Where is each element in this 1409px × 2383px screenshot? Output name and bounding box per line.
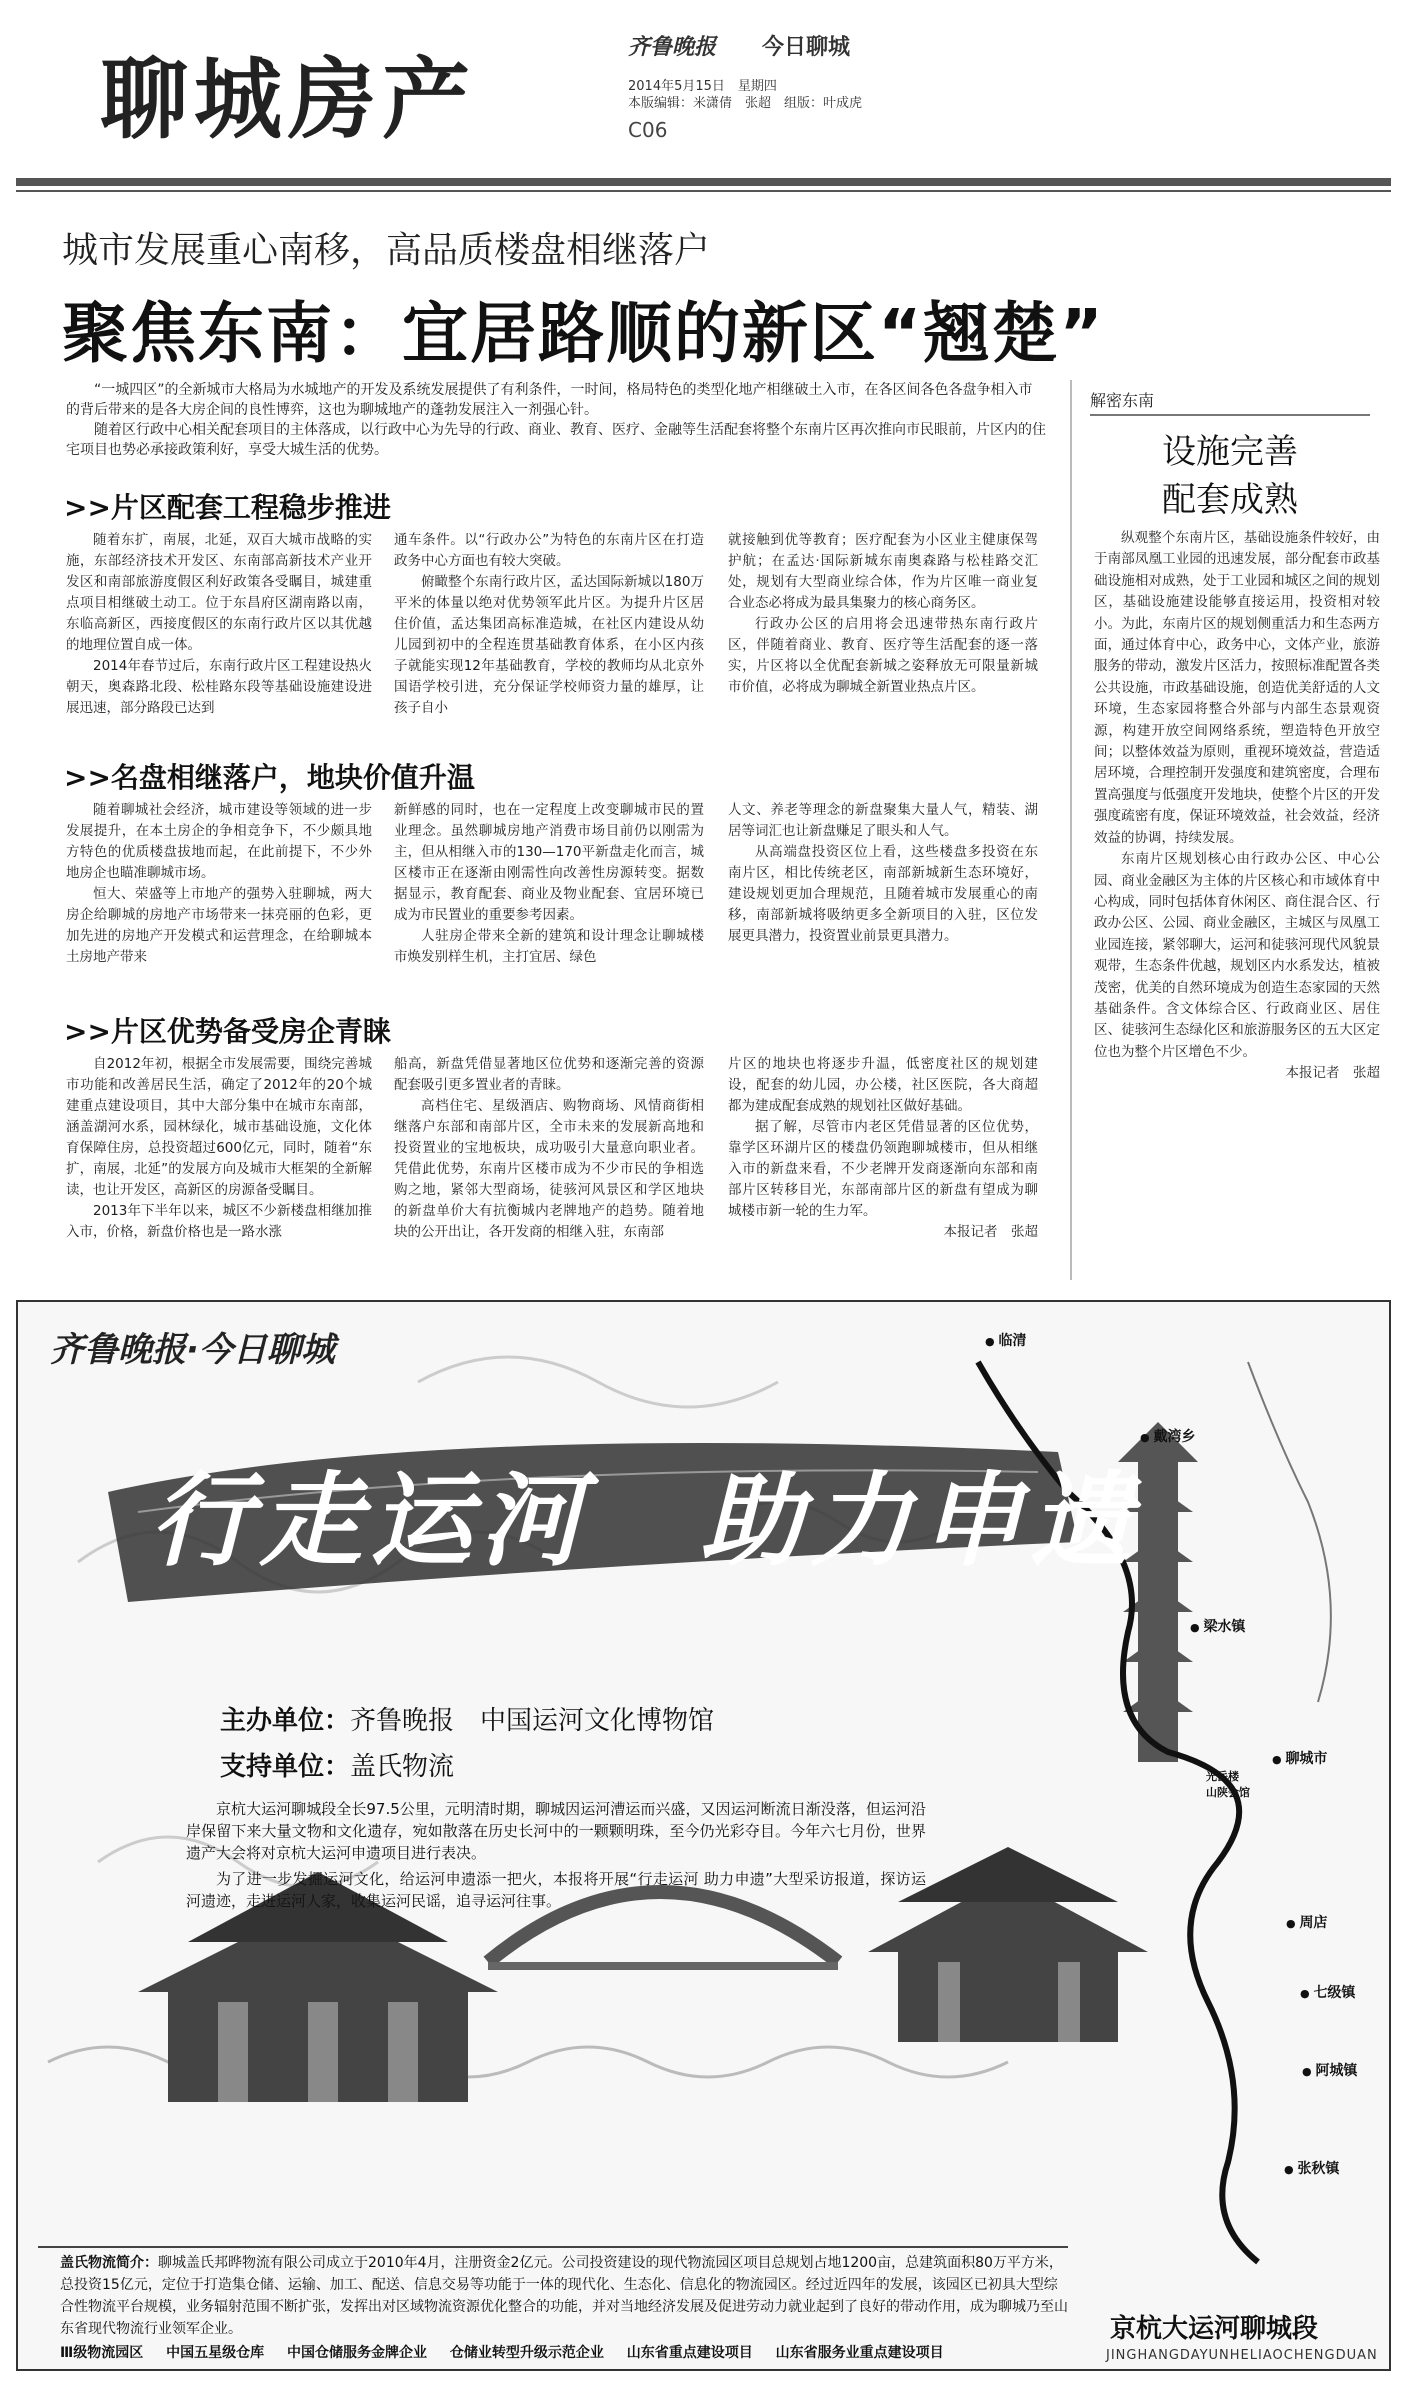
sponsor-intro-text: 聊城盖氏邦晔物流有限公司成立于2010年4月，注册资金2亿元。公司投资建设的现代物流园区项目总规划占地1200亩，总建筑面积80万平方米，总投资15亿元，定位于打造集仓储、运输、加工、配送、信息交易等功能于一体的现代化、生态化、信息化的物流园区。经过近四年的发展，该园区已初具大型综合性物流平台规模，业务辐射范围不断扩张，发挥出对区域物流资源优化整合的功能，并对当地经济发展及促进劳动力就业起到了良好的带动作用，成为聊城乃至山东省现代物流行业领军企业。	[60, 2255, 1068, 2337]
map-site-shanshan: 山陕会馆	[1206, 1786, 1250, 1799]
article-byline: 本报记者 张超	[943, 1224, 1038, 1240]
paragraph: 片区的地块也将逐步升温，低密度社区的规划建设，配套的幼儿园，办公楼，社区医院，各大商超都为建成配套成熟的规划社区做好基础。	[728, 1056, 1038, 1114]
paragraph: 高档住宅、星级酒店、购物商场、风情商街相继落户东部和南部片区，全市未来的发展新高地和投资置业的宝地板块，成功吸引大量意向职业者。凭借此优势，东南片区楼市成为不少市民的争相选购之地，紧邻大型商场，徒骇河风景区和学区地块的新盘单价大有抗衡城内老牌地产的趋势。随着地块的公开出让，各开发商的相继入驻，东南部	[394, 1098, 704, 1240]
issue-editors: 本版编辑：米潇倩 张超 组版：叶成虎	[628, 96, 863, 111]
sponsor-intro	[60, 2252, 1070, 2340]
paragraph: 2013年下半年以来，城区不少新楼盘相继加推入市，价格，新盘价格也是一路水涨	[66, 1203, 372, 1240]
sponsor-honors	[60, 2342, 1070, 2362]
paragraph: 随着东扩，南展，北延，双百大城市战略的实施，东部经济技术开发区、东南部高新技术产业开发区和南部旅游度假区利好政策各受瞩目，城建重点项目相继破土动工。位于东昌府区湖南路以南，东临高新区，西接度假区的东南行政片区以其优越的地理位置自成一体。	[66, 532, 372, 653]
ad-body	[186, 1798, 926, 1916]
sidebar-paragraph: 纵观整个东南片区，基础设施条件较好，由于南部凤凰工业园的迅速发展，部分配套市政基础设施相对成熟，处于工业园和城区之间的规划区，基础设施建设能够直接运用，投资相对较小。为此，东南片区的规划侧重活力和生态两方面，通过体育中心，政务中心，文体产业，旅游服务的带动，激发片区活力，按照标准配置各类公共设施，市政基础设施，创造优美舒适的人文环境，生态家园将整合外部与内部生态景观资源，构建开放空间网络系统，塑造特色开放空间；以整体效益为原则，重视环境效益，营造适居环境，合理控制开发强度和建筑密度，合理布置高强度与低强度开发地块，使整个片区的开发强度疏密有度，保证环境效益，社会效益，经济效益的协调，持续发展。	[1094, 530, 1380, 846]
support-value: 盖氏物流	[350, 1752, 455, 1782]
paragraph: 就接触到优等教育；医疗配套为小区业主健康保驾护航；在孟达·国际新城东南奥森路与松桂路交汇处，规划有大型商业综合体，作为片区唯一商业复合业态必将成为最具集聚力的核心商务区。	[728, 532, 1038, 611]
paragraph: 人驻房企带来全新的建筑和设计理念让聊城楼市焕发别样生机，主打宜居、绿色	[394, 928, 704, 965]
brand-sub-text: 今日聊城	[762, 35, 851, 60]
paragraph: 船高，新盘凭借显著地区位优势和逐渐完善的资源配套吸引更多置业者的青睐。	[394, 1056, 704, 1093]
sidebar-tag: 解密东南	[1090, 388, 1370, 416]
honor-item: 中国仓储服务金牌企业	[286, 2345, 427, 2361]
paragraph: 2014年春节过后，东南行政片区工程建设热火朝天，奥森路北段、松桂路东段等基础设施建设进展迅速，部分路段已达到	[66, 658, 372, 716]
honor-item: Ⅲ级物流园区	[60, 2345, 144, 2361]
masthead-rule-thin	[16, 190, 1391, 192]
paragraph: 恒大、荣盛等上市地产的强势入驻聊城，两大房企给聊城的房地产市场带来一抹亮丽的色彩，更加先进的房地产开发模式和运营理念，在给聊城本土房地产带来	[66, 886, 372, 965]
sidebar-body	[1094, 528, 1380, 1085]
paragraph: 通车条件。以“行政办公”为特色的东南片区在打造政务中心方面也有较大突破。	[394, 532, 704, 569]
article-lead	[66, 380, 1046, 460]
map-town-liaocheng: ● 聊城市	[1272, 1751, 1328, 1767]
sponsor-intro-label: 盖氏物流简介：	[60, 2255, 158, 2271]
map-site-guangyue: 光岳楼	[1206, 1770, 1239, 1783]
article-subheadline: 城市发展重心南移，高品质楼盘相继落户	[62, 230, 711, 271]
honor-item: 山东省重点建设项目	[626, 2345, 753, 2361]
article-column	[66, 530, 372, 719]
paragraph: 据了解，尽管市内老区凭借显著的区位优势，靠学区环湖片区的楼盘仍领跑聊城楼市，但从相继入市的新盘来看，不少老牌开发商逐渐向东部和南部片区转移目光，东部南部片区的新盘有望成为聊城楼市新一轮的生力军。	[728, 1119, 1038, 1219]
article-column	[394, 800, 704, 968]
paragraph: 行政办公区的启用将会迅速带热东南行政片区，伴随着商业、教育、医疗等生活配套的逐一落实，片区将以全优配套新城之姿释放无可限量新城市价值，必将成为聊城全新置业热点片区。	[728, 616, 1038, 695]
masthead-rule	[16, 178, 1391, 186]
article-column	[394, 530, 704, 719]
sidebar-title-line: 配套成熟	[1162, 480, 1298, 520]
issue-date: 2014年5月15日 星期四	[628, 79, 777, 94]
map-town-acheng: ● 阿城镇	[1302, 2063, 1358, 2079]
section-title: >>片区配套工程稳步推进	[64, 491, 391, 524]
ad-paragraph: 京杭大运河聊城段全长97.5公里，元明清时期，聊城因运河漕运而兴盛，又因运河断流日渐没落，但运河沿岸保留下来大量文物和文化遗存，宛如散落在历史长河中的一颗颗明珠，至今仍光彩夺目。今年六七月份，世界遗产大会将对京杭大运河申遗项目进行表决。	[186, 1800, 926, 1862]
map-town-zhangqiu: ● 张秋镇	[1284, 2161, 1340, 2177]
ad-brand: 齐鲁晚报·今日聊城	[50, 1330, 335, 1370]
map-town-linqing: ● 临清	[985, 1333, 1027, 1349]
section-title: >>片区优势备受房企青睐	[64, 1015, 391, 1048]
support-label: 支持单位：	[220, 1752, 351, 1782]
map-town-qiji: ● 七级镇	[1300, 1985, 1356, 2001]
sidebar-title	[1100, 428, 1360, 524]
article-column	[728, 530, 1038, 698]
map-title: 京杭大运河聊城段	[1110, 2314, 1319, 2344]
ad-paragraph: 为了进一步发掘运河文化，给运河申遗添一把火，本报将开展“行走运河 助力申遗”大型采访报道，探访运河遗迹，走进运河人家，收集运河民谣，追寻运河往事。	[186, 1870, 926, 1910]
masthead-title: 聊城房产	[100, 48, 477, 151]
host-label: 主办单位：	[220, 1706, 351, 1736]
sidebar-byline: 本报记者 张超	[1285, 1065, 1380, 1082]
paragraph: 随着聊城社会经济，城市建设等领域的进一步发展提升，在本土房企的争相竞争下，不少颇具地方特色的优质楼盘拔地而起，在此前提下，不少外地房企也瞄准聊城市场。	[66, 802, 372, 881]
article-column	[394, 1054, 704, 1243]
paragraph: 自2012年初，根据全市发展需要，围绕完善城市功能和改善居民生活，确定了2012年的20个城建重点建设项目，其中大部分集中在城市东南部，涵盖湖河水系，园林绿化，城市基础设施，文化体育保障住房，总投资超过600亿元，同时，随着“东扩，南展，北延”的发展方向及城市大框架的全新解读，也让开发区，高新区的房源备受瞩目。	[66, 1056, 372, 1198]
map-town-zhoudian: ● 周店	[1286, 1915, 1328, 1931]
map-town-liangshui: ● 梁水镇	[1190, 1619, 1246, 1635]
article-column	[728, 800, 1038, 947]
page-number: C06	[628, 118, 668, 142]
lead-paragraph: “一城四区”的全新城市大格局为水城地产的开发及系统发展提供了有利条件，一时间，格局特色的类型化地产相继破土入市，在各区间各色各盘争相入市的背后带来的是各大房企间的良性博弈，这也为聊城地产的蓬勃发展注入一剂强心针。	[66, 382, 1033, 418]
article-headline: 聚焦东南：宜居路顺的新区“翘楚”	[62, 295, 1105, 372]
brand-logo-text: 齐鲁晚报	[628, 35, 717, 60]
article-column	[728, 1054, 1038, 1243]
lead-paragraph: 随着区行政中心相关配套项目的主体落成，以行政中心为先导的行政、商业、教育、医疗、金融等生活配套将整个东南片区再次推向市民眼前，片区内的住宅项目也势必承接政策利好，享受大城生活的优势。	[66, 422, 1046, 458]
honor-item: 仓储业转型升级示范企业	[449, 2345, 604, 2361]
issue-meta	[628, 78, 862, 112]
honor-item: 中国五星级仓库	[166, 2345, 265, 2361]
map-title-en: JINGHANGDAYUNHELIAOCHENGDUAN	[1106, 2348, 1378, 2363]
host-value: 齐鲁晚报 中国运河文化博物馆	[350, 1706, 715, 1736]
section-title: >>名盘相继落户，地块价值升温	[64, 761, 475, 794]
honor-item: 山东省服务业重点建设项目	[775, 2345, 944, 2361]
map-town-daiwan: ● 戴湾乡	[1140, 1429, 1196, 1445]
paragraph: 俯瞰整个东南行政片区，孟达国际新城以180万平米的体量以绝对优势领军此片区。为提升片区居住价值，孟达集团高标准造城，在社区内建设从幼儿园到初中的全程连贯基础教育体系，在小区内孩子就能实现12年基础教育，学校的教师均从北京外国语学校引进，充分保证学校师资力量的雄厚，让孩子自小	[394, 574, 704, 716]
sidebar-divider	[1070, 380, 1072, 1280]
paragraph: 从高端盘投资区位上看，这些楼盘多投资在东南片区，相比传统老区，南部新城新生态环境好，建设规划更加合理规范，且随着城市发展重心的南移，南部新城将吸纳更多全新项目的入驻，区位发展更具潜力，投资置业前景更具潜力。	[728, 844, 1038, 944]
article-column	[66, 800, 372, 968]
paragraph: 人文、养老等理念的新盘聚集大量人气，精装、湖居等词汇也让新盘赚足了眼头和人气。	[728, 802, 1038, 839]
sidebar-title-line: 设施完善	[1162, 432, 1298, 472]
ad-slogan: 行走运河 助力申遗	[150, 1462, 1140, 1581]
sidebar-paragraph: 东南片区规划核心由行政办公区、中心公园、商业金融区为主体的片区核心和市域体育中心构成，同时包括体育休闲区、商住混合区、行政办公区、公园、商业金融区，主城区与凤凰工业园连接，紧邻聊大，运河和徒骇河现代风貌景观带，生态条件优越，规划区内水系发达，植被茂密，优美的自然环境成为创造生态家园的天然基础条件。含文体综合区、行政商业区、居住区、徒骇河生态绿化区和旅游服务区的五大区定位也为整个片区增色不少。	[1094, 851, 1380, 1060]
paragraph: 新鲜感的同时，也在一定程度上改变聊城市民的置业理念。虽然聊城房地产消费市场目前仍以刚需为主，但从相继入市的130—170平新盘走化而言，城区楼市正在逐渐由刚需性向改善性房源转变。据数据显示，教育配套、商业及物业配套、宜居环境已成为市民置业的重要参考因素。	[394, 802, 704, 923]
article-column	[66, 1054, 372, 1243]
